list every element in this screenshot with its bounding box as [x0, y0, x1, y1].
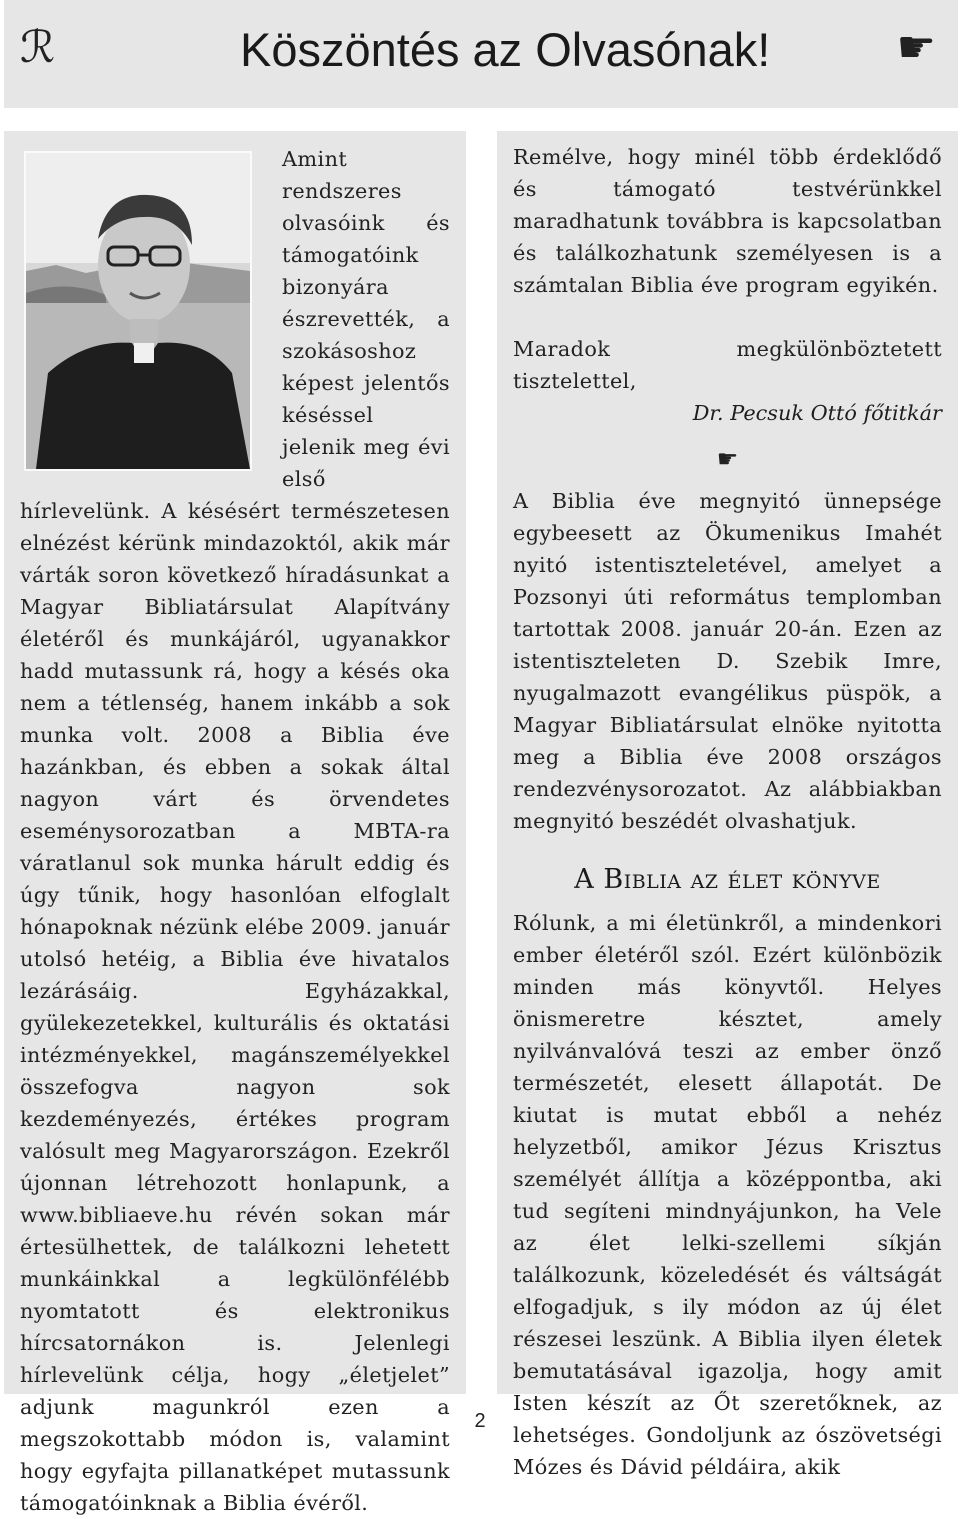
right-column — [497, 131, 958, 1479]
right-ornament-icon: ☛ — [896, 22, 936, 73]
left-ornament-icon: ℛ — [20, 22, 56, 73]
left-column — [4, 131, 466, 1515]
opening-ceremony-paragraph: A Biblia éve megnyitó ünnepsége egybeesett az Ökumenikus Imahét nyitó istentiszteletével, amelyet a Pozsonyi úti református templomban tartottak 2008. január 20-án. Ezen az istentiszteleten D. Szebik Imre, nyugalmazott evangélikus püspök, a Magyar Bibliatársulat elnöke nyitotta meg a Biblia éve 2008 országos rendezvénysorozatot. Az alábbiakban megnyitó beszédét olvashatjuk. — [513, 489, 942, 833]
hope-paragraph: Remélve, hogy minél több érdeklődő és támogató testvérünkkel maradhatunk továbbra is kapcsolatban és találkozhatunk személyesen is a számtalan Biblia éve program egyikén. — [513, 145, 942, 297]
page-title: Köszöntés az Olvasónak! — [240, 23, 771, 76]
portrait-photo — [24, 151, 252, 471]
divider-ornament-icon: ☛ — [716, 445, 739, 473]
closing-line: Maradok megkülönböztetett tisztelettel, — [513, 337, 942, 393]
page-number: 2 — [474, 1410, 486, 1432]
signature: Dr. Pecsuk Ottó főtitkár — [692, 401, 942, 425]
bible-book-paragraph: Rólunk, a mi életünkről, a mindenkori ember életéről szól. Ezért különbözik minden más könyvtől. Helyes önismeretre késztet, amely nyilvánvalóvá teszi az ember önző természetét, elesett állapotát. De kiutat is mutat ebből a nehéz helyzetből, amikor Jézus Krisztus személyét állítja a középpontba, aki tud segíteni mindnyájunkon, ha Vele az élet lelki-szellemi síkján találkozunk, közeledését és váltságát elfogadjuk, s ily módon az új élet részesei leszünk. A Biblia ilyen életek bemutatásával igazolja, hogy amit Isten készít az Őt szeretőknek, az lehetséges. Gondoljunk az ószövetségi Mózes és Dávid példáira, akik — [513, 911, 942, 1479]
intro-text: Amint rendszeres olvasóink és támogatóink bizonyára észrevették, a szokásoshoz képest jelentős késéssel jelenik meg évi első hírlevelünk. A késésért természetesen elnézést kérünk mindazoktól, akik már várták soron következő híradásunkat a Magyar Bibliatársulat Alapítvány életéről és munkájáról, ugyanakkor hadd mutassunk rá, hogy a késés oka nem a tétlenség, hanem inkább a sok munka volt. 2008 a Biblia éve hazánkban, és ebben a sokak által nagyon várt és örvendetes eseménysorozatban a MBTA-ra váratlanul sok munka hárult eddig és úgy tűnik, hogy hasonlóan elfoglalt hónapoknak nézünk elébe 2009. január utolsó hetéig, a Biblia éve hivatalos lezárásáig. Egyházakkal, gyülekezetekkel, kulturális és oktatási intézményekkel, magánszemélyekkel összefogva nagyon sok kezdeményezés, értékes program valósult meg Magyarországon. Ezekről újonnan létrehozott honlapunk, a www.bibliaeve.hu révén sokan már értesülhettek, de találkozni lehetett munkáinkkal a legkülönfélébb nyomtatott és elektronikus hírcsatornákon is. Jelenlegi hírlevelünk célja, hogy „életjelet” adjunk magunkról ezen a megszokottabb módon is, valamint hogy egyfajta pillanatképet mutassunk támogatóinknak a Biblia évéről. — [20, 147, 450, 1515]
section-title: A Biblia az élet könyve — [574, 864, 881, 895]
portrait-icon — [26, 153, 250, 469]
header-banner — [4, 0, 958, 108]
